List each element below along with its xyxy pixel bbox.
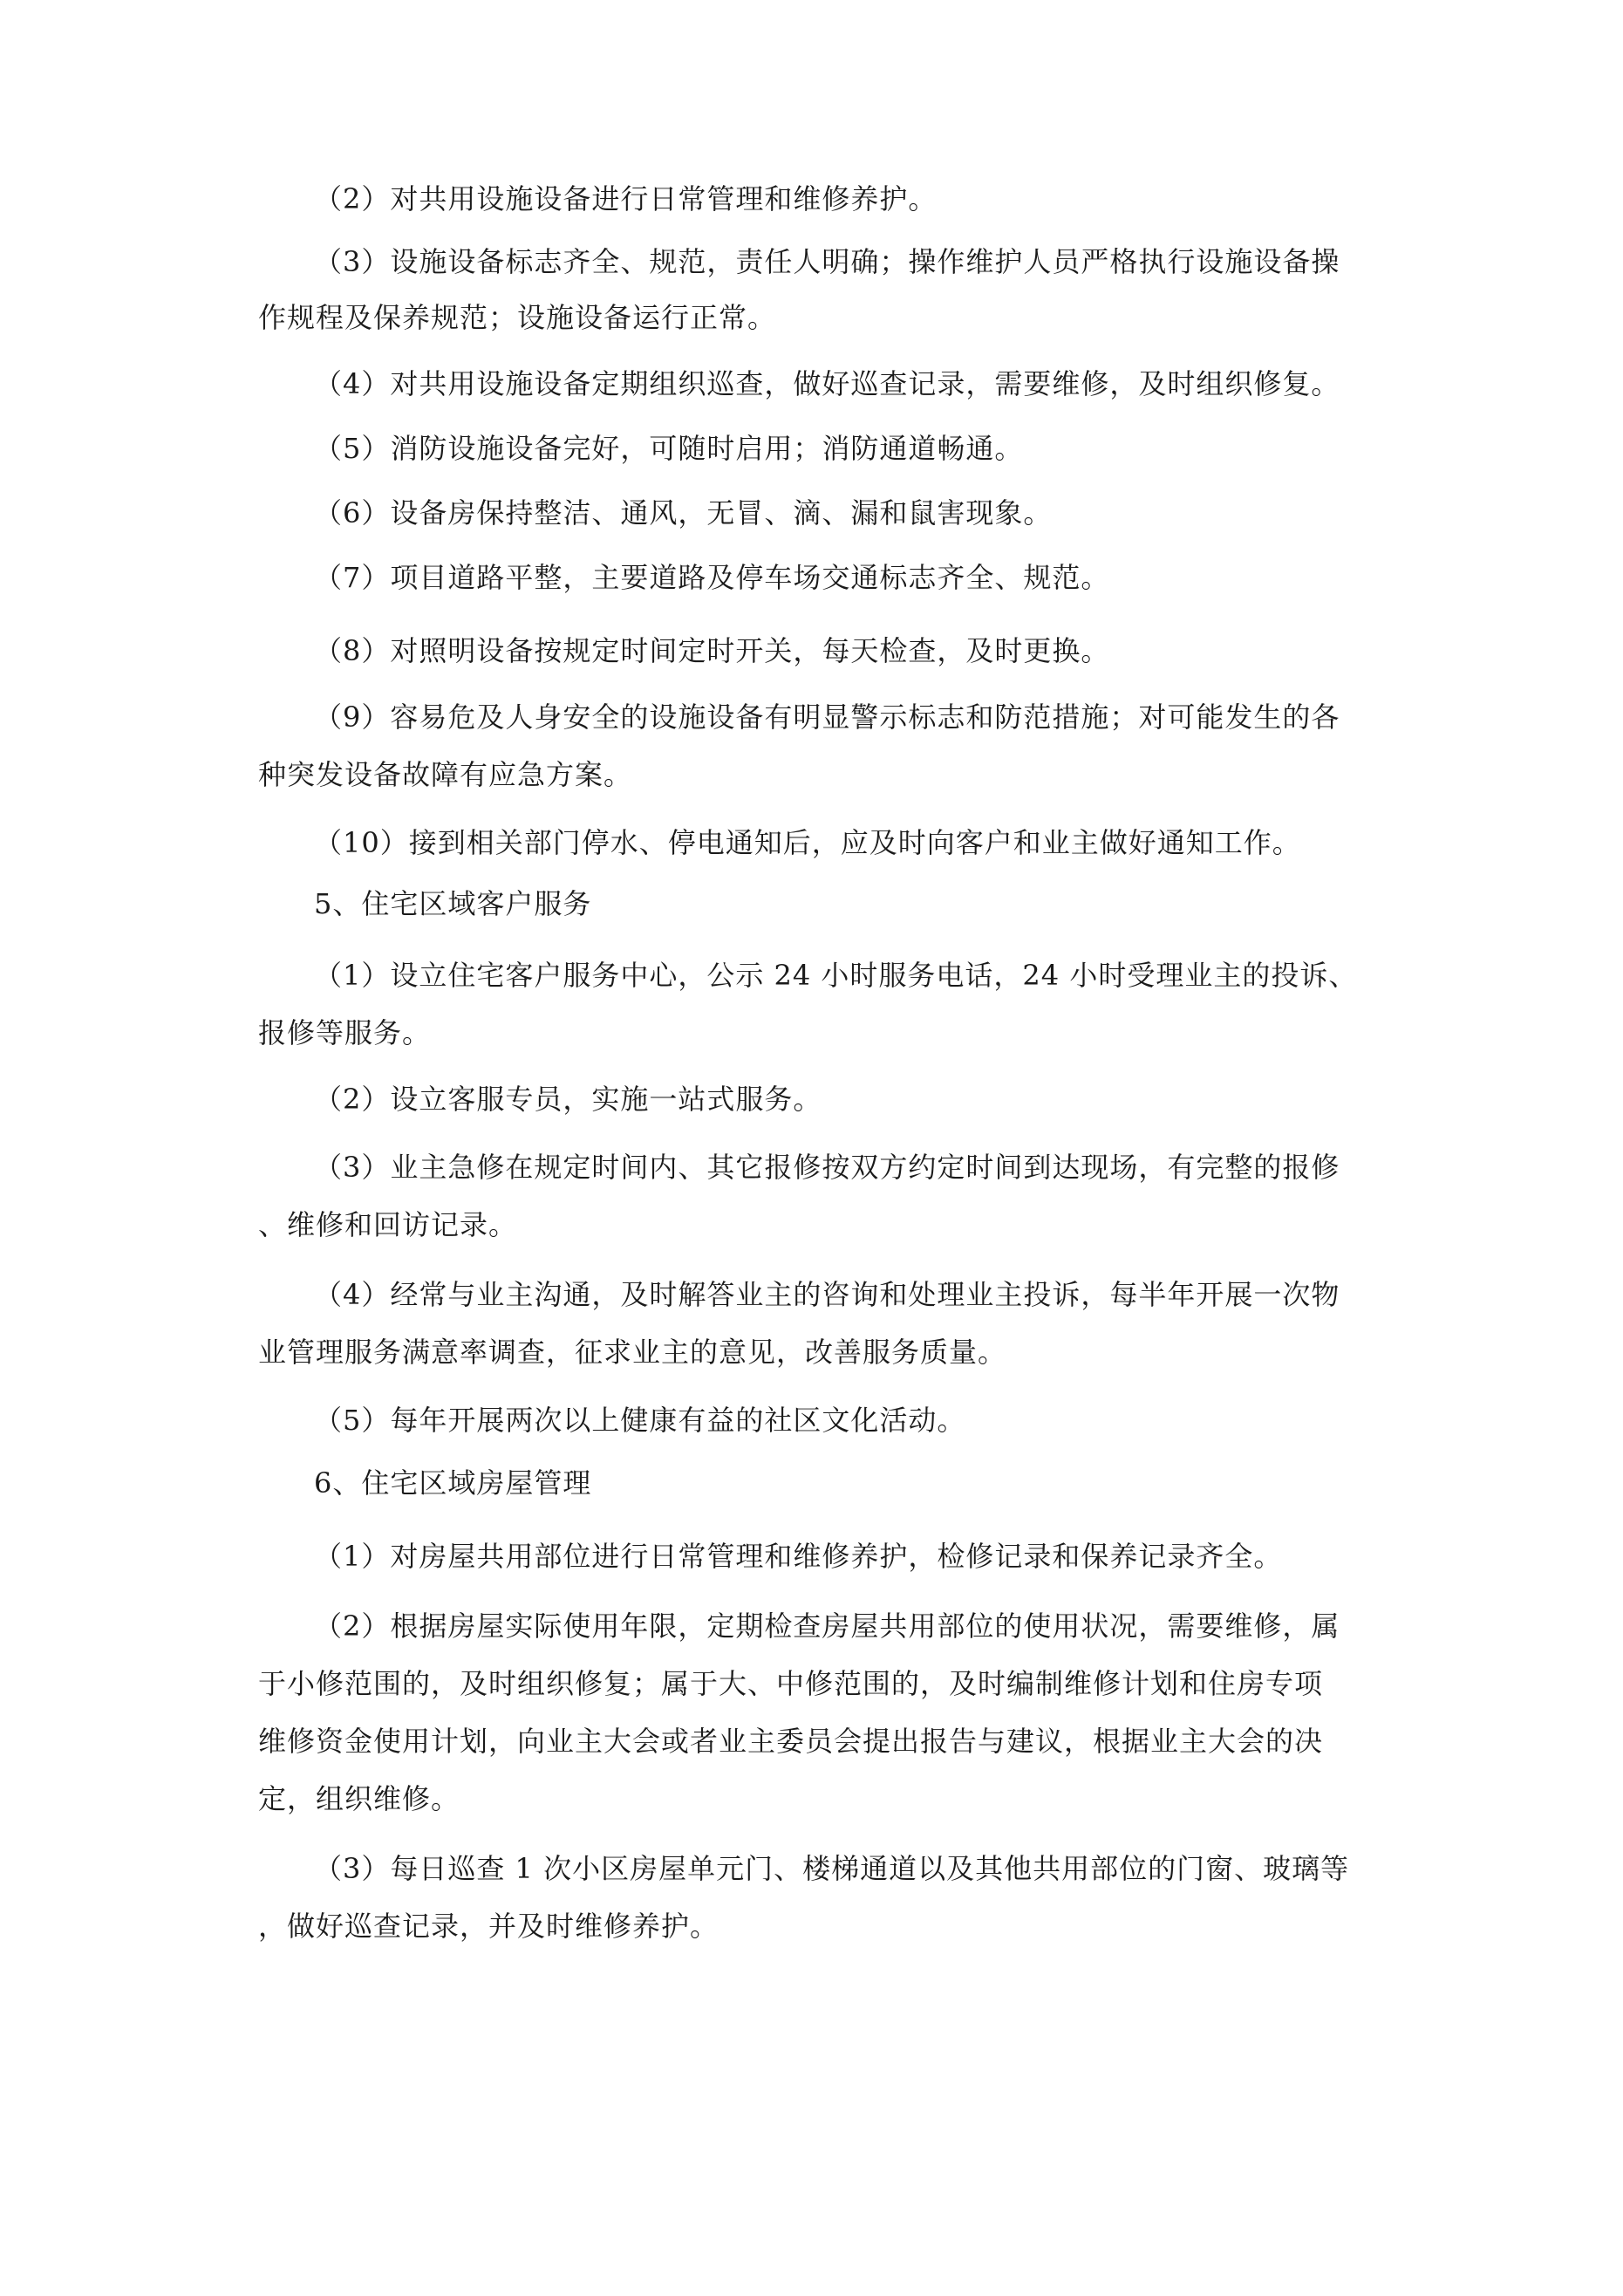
section-heading: 6、住宅区域房屋管理 bbox=[314, 1466, 592, 1500]
paragraph-line: 作规程及保养规范；设施设备运行正常。 bbox=[258, 301, 777, 334]
paragraph-line: （1）设立住宅客户服务中心，公示 24 小时服务电话，24 小时受理业主的投诉、 bbox=[314, 959, 1358, 992]
paragraph-line: 报修等服务。 bbox=[258, 1016, 432, 1049]
paragraph-line: （3）业主急修在规定时间内、其它报修按双方约定时间到达现场，有完整的报修 bbox=[314, 1151, 1340, 1184]
paragraph-line: （3）设施设备标志齐全、规范，责任人明确；操作维护人员严格执行设施设备操 bbox=[314, 245, 1340, 278]
paragraph-line: （10）接到相关部门停水、停电通知后，应及时向客户和业主做好通知工作。 bbox=[314, 826, 1301, 859]
section-heading: 5、住宅区域客户服务 bbox=[314, 887, 592, 920]
paragraph-line: 种突发设备故障有应急方案。 bbox=[258, 758, 633, 791]
paragraph-line: （1）对房屋共用部位进行日常管理和维修养护，检修记录和保养记录齐全。 bbox=[314, 1540, 1283, 1573]
paragraph-line: （6）设备房保持整洁、通风，无冒、滴、漏和鼠害现象。 bbox=[314, 496, 1053, 530]
paragraph-line: （5）消防设施设备完好，可随时启用；消防通道畅通。 bbox=[314, 432, 1024, 465]
paragraph-line: 、维修和回访记录。 bbox=[258, 1208, 518, 1241]
paragraph-line: ，做好巡查记录，并及时维修养护。 bbox=[258, 1910, 719, 1943]
paragraph-line: （2）根据房屋实际使用年限，定期检查房屋共用部位的使用状况，需要维修，属 bbox=[314, 1609, 1340, 1643]
paragraph-line: （7）项目道路平整，主要道路及停车场交通标志齐全、规范。 bbox=[314, 561, 1110, 594]
paragraph-line: （2）对共用设施设备进行日常管理和维修养护。 bbox=[314, 182, 938, 215]
paragraph-line: （8）对照明设备按规定时间定时开关，每天检查，及时更换。 bbox=[314, 634, 1110, 667]
paragraph-line: 业管理服务满意率调查，征求业主的意见，改善服务质量。 bbox=[258, 1336, 1007, 1369]
paragraph-line: 维修资金使用计划，向业主大会或者业主委员会提出报告与建议，根据业主大会的决 bbox=[258, 1725, 1324, 1758]
paragraph-line: 于小修范围的，及时组织修复；属于大、中修范围的，及时编制维修计划和住房专项 bbox=[258, 1667, 1324, 1700]
paragraph-line: （5）每年开展两次以上健康有益的社区文化活动。 bbox=[314, 1404, 966, 1437]
paragraph-line: （4）经常与业主沟通，及时解答业主的咨询和处理业主投诉，每半年开展一次物 bbox=[314, 1278, 1340, 1311]
paragraph-line: 定，组织维修。 bbox=[258, 1782, 460, 1815]
paragraph-line: （4）对共用设施设备定期组织巡查，做好巡查记录，需要维修，及时组织修复。 bbox=[314, 367, 1340, 400]
paragraph-line: （3）每日巡查 1 次小区房屋单元门、楼梯通道以及其他共用部位的门窗、玻璃等 bbox=[314, 1852, 1350, 1885]
paragraph-line: （2）设立客服专员，实施一站式服务。 bbox=[314, 1083, 822, 1116]
paragraph-line: （9）容易危及人身安全的设施设备有明显警示标志和防范措施；对可能发生的各 bbox=[314, 700, 1340, 734]
